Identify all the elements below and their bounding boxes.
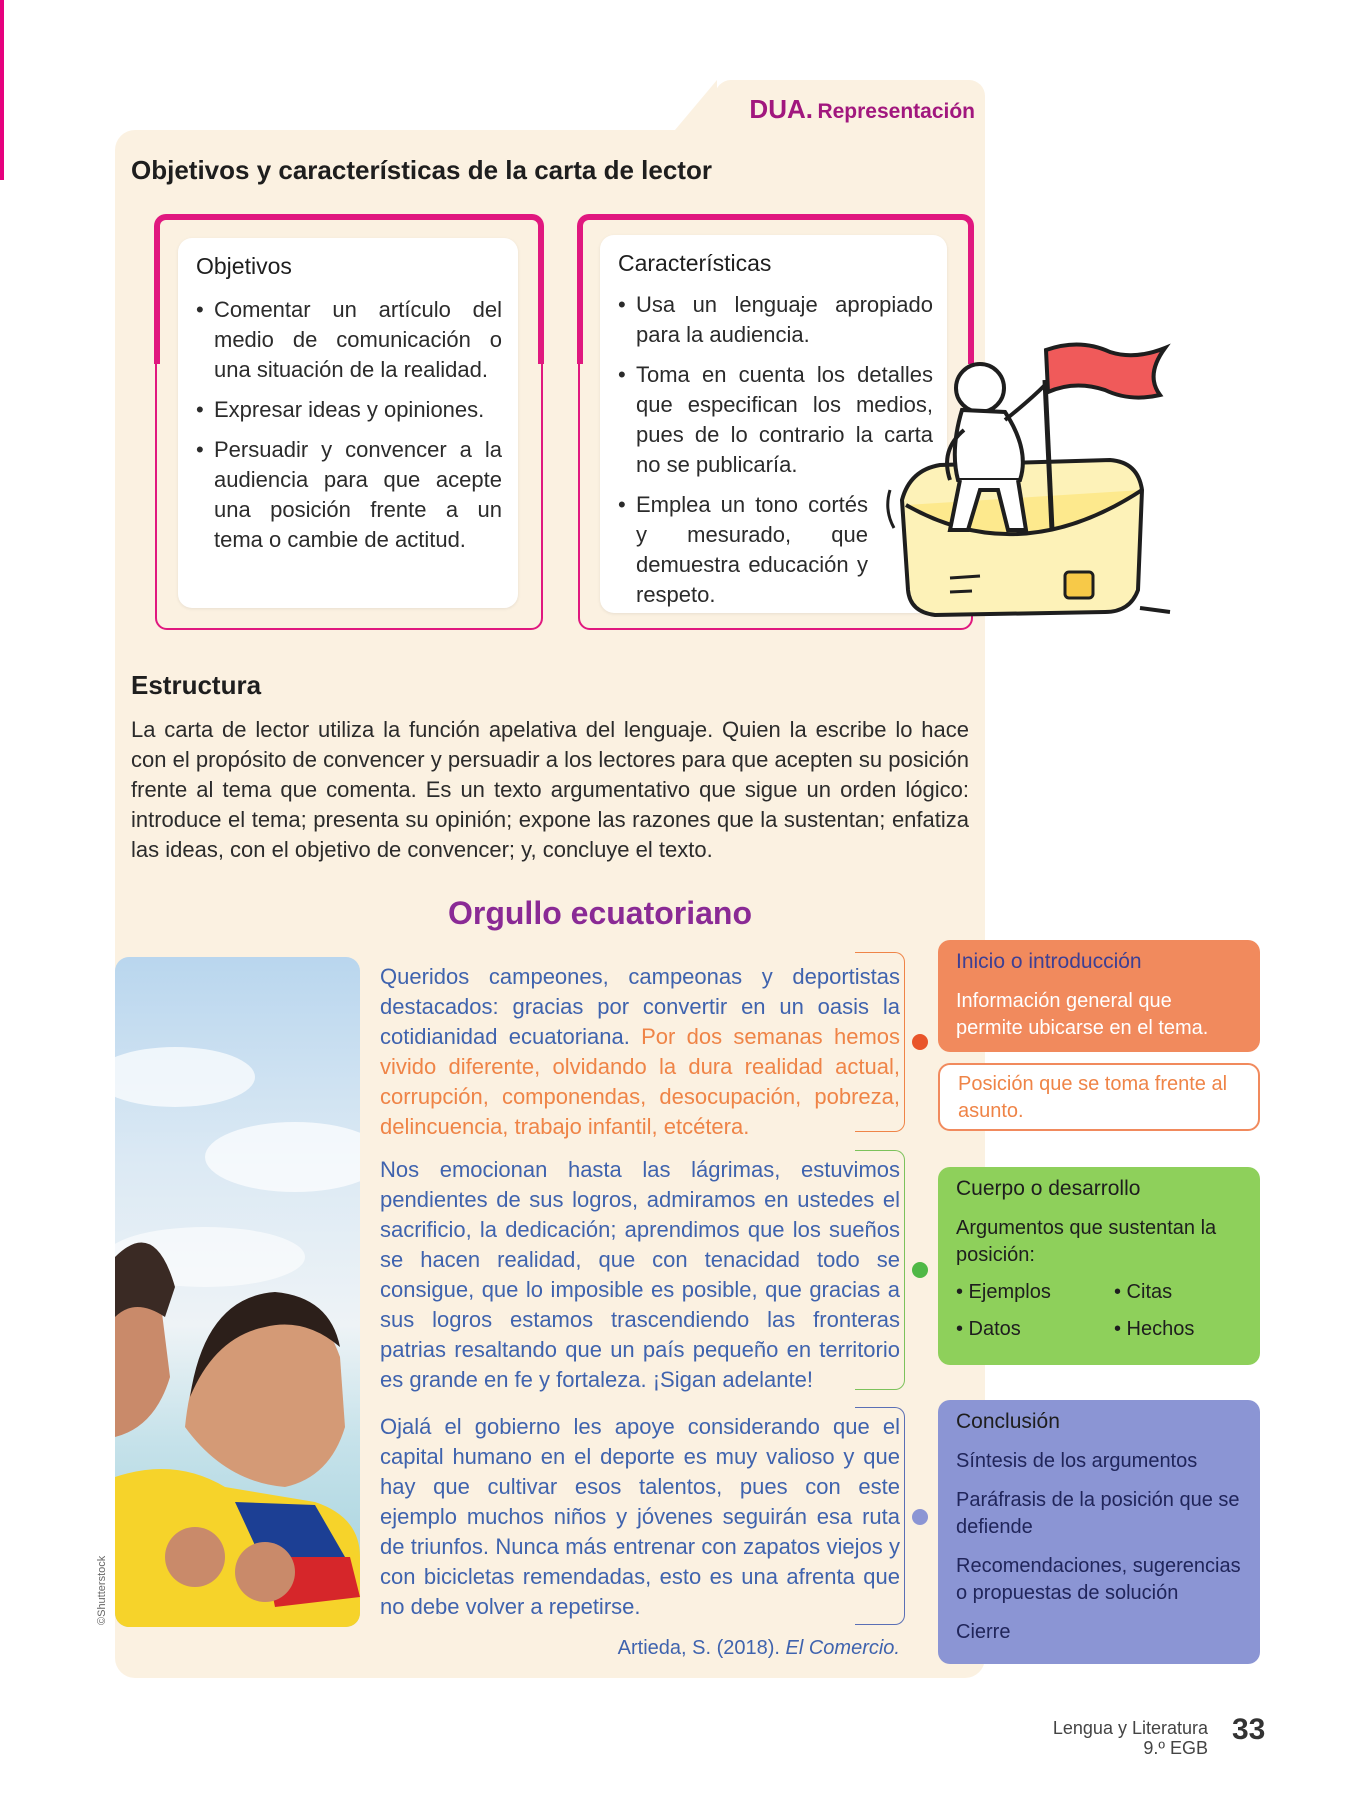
dua-label bbox=[730, 94, 975, 125]
intro-heading: Inicio o introducción bbox=[956, 950, 1142, 973]
letter-intro-position: Por dos semanas hemos vivido diferente, olvidando la dura realidad actual, corrupción, componendas, desocupación, pobreza, delincuencia, trabajo infantil, etcétera. bbox=[380, 1024, 901, 1139]
letter-title: Orgullo ecuatoriano bbox=[447, 895, 753, 931]
body-items-grid bbox=[956, 1281, 1242, 1341]
intro-connector-dot bbox=[912, 1034, 928, 1050]
body-connector-dot bbox=[912, 1262, 928, 1278]
body-item: • Citas bbox=[1114, 1281, 1173, 1303]
letter-paragraph-body: Nos emocionan hasta las lágrimas, estuvimos pendientes de sus logros, admiramos en ustedes el sacrificio, la dedicación; aprendimos que los sueños se hacen realidad, que con tenacidad todo se consigue, que lo imposible es posible, que gracias a sus logros estamos trascendiendo las fronteras patrias resaltando que un país pequeño en territorio es grande en fe y fortaleza. ¡Sigan adelante! bbox=[380, 1157, 900, 1392]
caracteristicas-heading: Características bbox=[618, 250, 772, 276]
body-bracket bbox=[855, 1150, 905, 1390]
intro-bracket bbox=[855, 952, 905, 1132]
conclusion-item: Cierre bbox=[956, 1621, 1011, 1643]
dua-type: Representación bbox=[817, 100, 975, 123]
body-item: • Ejemplos bbox=[956, 1281, 1051, 1303]
caracteristicas-item: • Usa un lenguaje apropiado para la audiencia. bbox=[618, 290, 933, 350]
footer-subject: Lengua y Literatura bbox=[1052, 1718, 1208, 1738]
page-footer bbox=[1053, 1718, 1208, 1758]
athletes-photo bbox=[115, 957, 360, 1627]
body-text: Argumentos que sustentan la posición: bbox=[956, 1217, 1217, 1266]
estructura-paragraph: La carta de lector utiliza la función apelativa del lenguaje. Quien la escribe lo hace con el propósito de convencer y persuadir a los lectores para que acepten su posición frente al tema que comenta. Es un texto argumentativo que sigue un orden lógico: introduce el tema; presenta su opinión; expone las razones que la sustentan; enfatiza las ideas, con el objetivo de convencer; y, concluye el texto. bbox=[131, 717, 969, 862]
citation-source: El Comercio. bbox=[785, 1637, 900, 1659]
page-edge-accent bbox=[0, 0, 4, 180]
body-item: • Datos bbox=[956, 1318, 1021, 1340]
letter-paragraph-conclusion: Ojalá el gobierno les apoye considerando que el capital humano en el deporte es muy valioso y que hay que cultivar esos talentos, pues con este ejemplo muchos niños y jóvenes seguirán esa ruta de triunfos. Nunca más entrenar con zapatos viejos y con bicicletas remendadas, esto es una afrenta que no debe volver a repetirse. bbox=[380, 1414, 900, 1619]
letter-citation bbox=[560, 1637, 900, 1660]
body-heading: Cuerpo o desarrollo bbox=[956, 1177, 1141, 1200]
caracteristicas-item: • Toma en cuenta los detalles que especifican los medios, pues de lo contrario la carta no se publicaría. bbox=[618, 360, 933, 480]
letter-intro-greeting: Queridos campeones, campeonas y deportistas destacados: gracias por convertir en un oasis la cotidianidad ecuatoriana. bbox=[380, 964, 900, 1049]
cheering-athletes-image bbox=[115, 957, 360, 1627]
page-number: 33 bbox=[1232, 1713, 1266, 1746]
conclusion-connector-dot bbox=[912, 1509, 928, 1525]
dua-prefix: DUA. bbox=[749, 94, 813, 124]
intro-box bbox=[938, 940, 1260, 1052]
letter-paragraph-intro bbox=[380, 962, 900, 1142]
flag-envelope-illustration bbox=[880, 340, 1180, 640]
footer-grade: 9.º EGB bbox=[1143, 1738, 1208, 1758]
body-item: • Hechos bbox=[1114, 1318, 1195, 1340]
objetivos-item: • Persuadir y convencer a la audiencia para que acepte una posición frente a un tema o cambie de actitud. bbox=[196, 435, 502, 555]
envelope-icon bbox=[888, 460, 1170, 615]
conclusion-item: Síntesis de los argumentos bbox=[956, 1450, 1198, 1472]
photo-credit: ©Shutterstock bbox=[96, 1555, 108, 1625]
objetivos-item: • Comentar un artículo del medio de comunicación o una situación de la realidad. bbox=[196, 295, 502, 385]
conclusion-bracket bbox=[855, 1407, 905, 1625]
intro-text: Información general que permite ubicarse en el tema. bbox=[956, 990, 1209, 1039]
conclusion-item: Paráfrasis de la posición que se defiende bbox=[956, 1489, 1240, 1538]
citation-author: Artieda, S. (2018). bbox=[617, 1637, 786, 1659]
conclusion-item: Recomendaciones, sugerencias o propuestas de solución bbox=[956, 1555, 1241, 1604]
position-box bbox=[938, 1063, 1260, 1131]
estructura-title: Estructura bbox=[131, 670, 262, 700]
objetivos-item: • Expresar ideas y opiniones. bbox=[196, 395, 502, 425]
objetivos-heading: Objetivos bbox=[196, 253, 292, 279]
section-title-objetivos: Objetivos y características de la carta de lector bbox=[131, 155, 712, 185]
objetivos-list bbox=[196, 295, 502, 565]
body-box bbox=[938, 1167, 1260, 1365]
dua-tab-notch bbox=[675, 80, 717, 130]
caracteristicas-item: • Emplea un tono cortés y mesurado, que demuestra educación y respeto. bbox=[618, 490, 868, 610]
position-text: Posición que se toma frente al asunto. bbox=[958, 1073, 1228, 1122]
conclusion-heading: Conclusión bbox=[956, 1410, 1060, 1433]
conclusion-box bbox=[938, 1400, 1260, 1664]
